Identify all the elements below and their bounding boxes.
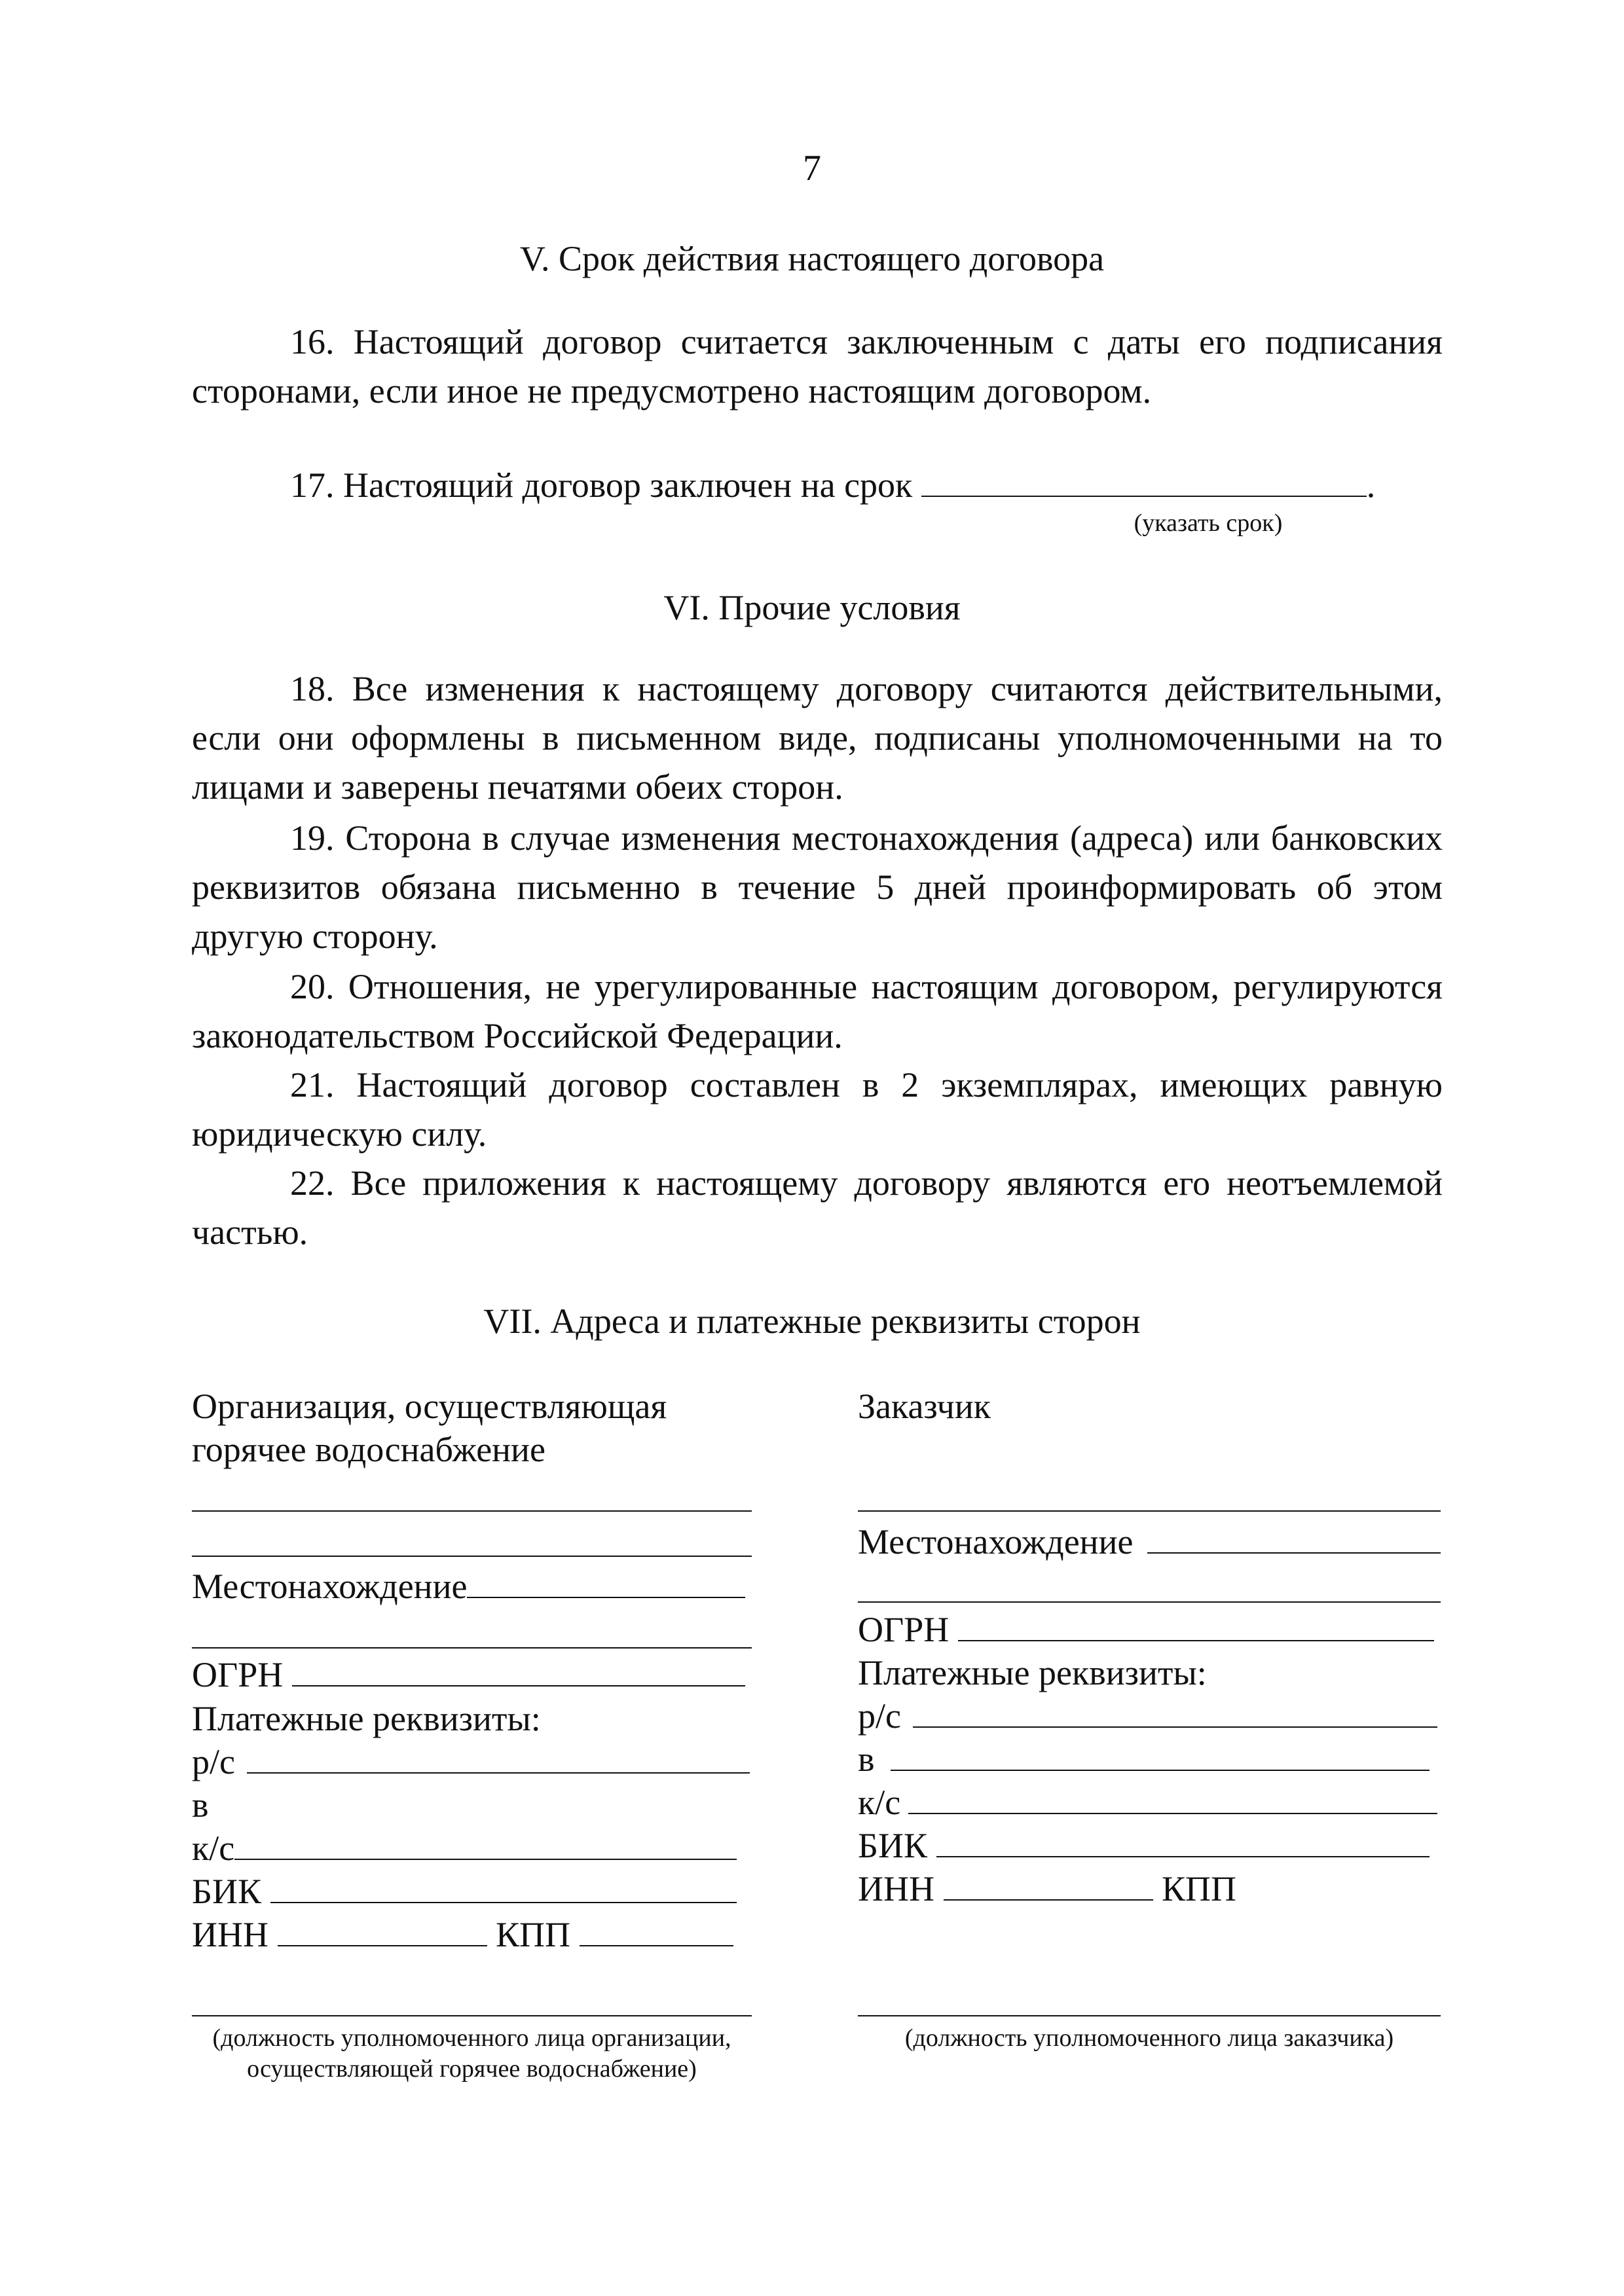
customer-ogrn-label: ОГРН bbox=[858, 1610, 950, 1649]
customer-signature-note: (должность уполномоченного лица заказчика) bbox=[904, 2024, 1394, 2052]
section-7-title: VII. Адреса и платежные реквизиты сторон bbox=[483, 1302, 1141, 1341]
org-ks-field bbox=[192, 1827, 737, 1870]
org-signature-line bbox=[192, 2015, 752, 2016]
org-rs-label: р/с bbox=[192, 1742, 235, 1781]
section-5-title: V. Срок действия настоящего договора bbox=[519, 239, 1105, 278]
customer-inn-blank bbox=[944, 1869, 1153, 1901]
customer-inn-kpp-row bbox=[858, 1867, 1236, 1910]
customer-name-line bbox=[858, 1510, 1441, 1512]
term-blank bbox=[921, 463, 1367, 497]
section-6-title: VI. Прочие условия bbox=[663, 588, 961, 627]
paragraph-19: 19. Сторона в случае изменения местонахождения (адреса) или банковских реквизитов обязана письменно в течение 5 дней проинформировать об этом другую сторону. bbox=[192, 818, 1443, 956]
customer-bik-field bbox=[858, 1824, 1430, 1867]
customer-rs-label: р/с bbox=[858, 1696, 901, 1736]
org-ogrn-field bbox=[192, 1653, 745, 1696]
paragraph-17 bbox=[290, 461, 1375, 510]
org-kpp-blank bbox=[580, 1915, 733, 1946]
customer-rs-field bbox=[858, 1694, 1437, 1738]
paragraph-21: 21. Настоящий договор составлен в 2 экземплярах, имеющих равную юридическую силу. bbox=[192, 1065, 1443, 1154]
org-inn-kpp-row bbox=[192, 1913, 733, 1956]
org-ks-label: к/с bbox=[192, 1829, 235, 1868]
org-payment-label: Платежные реквизиты: bbox=[192, 1699, 541, 1738]
org-bik-label: БИК bbox=[192, 1872, 262, 1911]
customer-inn-label: ИНН bbox=[858, 1869, 934, 1908]
org-location-field bbox=[192, 1565, 745, 1608]
customer-ogrn-field bbox=[858, 1608, 1434, 1651]
customer-ks-field bbox=[858, 1781, 1437, 1824]
term-note: (указать срок) bbox=[1134, 509, 1283, 537]
customer-ks-label: к/с bbox=[858, 1783, 901, 1822]
customer-location-line-2 bbox=[858, 1601, 1441, 1603]
paragraph-18: 18. Все изменения к настоящему договору считаются действительными, если они оформлены в письменном виде, подписаны уполномоченными на то лицами и заверены печатями обеих сторон. bbox=[192, 669, 1443, 807]
paragraph-17-end: . bbox=[1366, 465, 1376, 505]
org-ogrn-label: ОГРН bbox=[192, 1655, 284, 1694]
customer-bank-field bbox=[858, 1738, 1430, 1781]
page-number: 7 bbox=[803, 148, 821, 189]
customer-signature-line bbox=[858, 2015, 1441, 2016]
organization-heading: Организация, осуществляющая горячее водоснабжение bbox=[192, 1387, 667, 1469]
customer-bik-label: БИК bbox=[858, 1826, 928, 1865]
org-bank-label: в bbox=[192, 1785, 209, 1825]
org-inn-label: ИНН bbox=[192, 1915, 268, 1954]
org-location-line-2 bbox=[192, 1647, 752, 1649]
org-inn-blank bbox=[278, 1915, 487, 1946]
org-kpp-label: КПП bbox=[496, 1915, 571, 1954]
org-name-line-2 bbox=[192, 1556, 752, 1557]
org-rs-field bbox=[192, 1740, 750, 1783]
org-name-line-1 bbox=[192, 1510, 752, 1512]
customer-location-label: Местонахождение bbox=[858, 1522, 1134, 1561]
paragraph-17-text: 17. Настоящий договор заключен на срок bbox=[290, 465, 913, 505]
customer-kpp-label: КПП bbox=[1162, 1869, 1237, 1908]
org-signature-note: (должность уполномоченного лица организации, осуществляющей горячее водоснабжение) bbox=[212, 2024, 731, 2083]
customer-location-field bbox=[858, 1520, 1441, 1563]
customer-payment-label: Платежные реквизиты: bbox=[858, 1653, 1207, 1692]
paragraph-22: 22. Все приложения к настоящему договору являются его неотъемлемой частью. bbox=[192, 1163, 1443, 1252]
org-bik-field bbox=[192, 1870, 737, 1913]
customer-heading: Заказчик bbox=[858, 1387, 991, 1426]
paragraph-16: 16. Настоящий договор считается заключенным с даты его подписания сторонами, если иное не предусмотрено настоящим договором. bbox=[192, 322, 1443, 410]
org-location-label: Местонахождение bbox=[192, 1567, 468, 1606]
paragraph-20: 20. Отношения, не урегулированные настоящим договором, регулируются законодательством Российской Федерации. bbox=[192, 967, 1443, 1055]
customer-bank-label: в bbox=[858, 1740, 875, 1779]
